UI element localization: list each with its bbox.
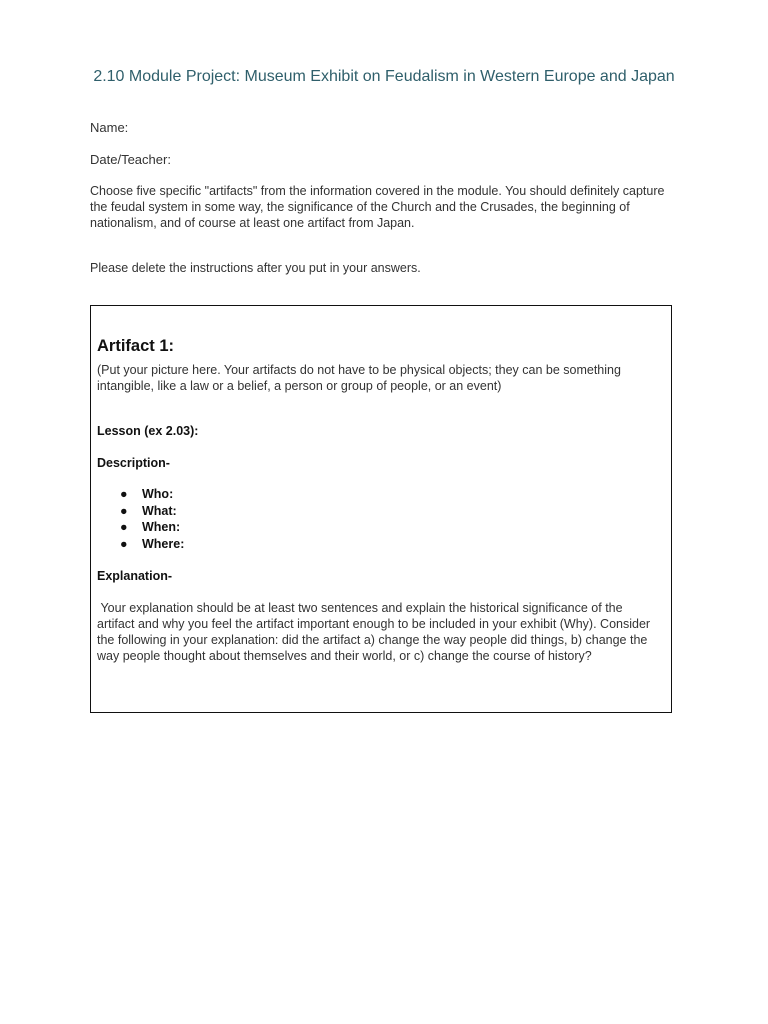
explanation-label: Explanation- [97, 569, 173, 583]
delete-instructions-note: Please delete the instructions after you put in your answers. [90, 261, 421, 275]
bullet-dot-icon: ● [120, 520, 128, 534]
document-title: 2.10 Module Project: Museum Exhibit on Feudalism in Western Europe and Japan [93, 68, 675, 85]
description-label: Description- [97, 456, 170, 470]
description-bullet-list [97, 486, 184, 552]
bullet-dot-icon: ● [120, 503, 128, 518]
bullet-where: ● Where: [120, 536, 185, 551]
picture-placeholder-note: (Put your picture here. Your artifacts do not have to be physical objects; they can be something intangible, like a law or a belief, a person or group of people, or an event) [97, 363, 621, 393]
date-teacher-label: Date/Teacher: [90, 152, 171, 167]
artifact-box [90, 305, 672, 713]
lesson-label: Lesson (ex 2.03): [97, 424, 199, 438]
instructions-paragraph: Choose five specific "artifacts" from the information covered in the module. You should definitely capture the feudal system in some way, the significance of the Church and the Crusades, the beginning of nationalism, and of course at least one artifact from Japan. [90, 184, 665, 230]
bullet-who: ● Who: [120, 487, 174, 501]
explanation-text: Your explanation should be at least two sentences and explain the historical significance of the artifact and why you feel the artifact important enough to be included in your exhibit (Why). Consider the following in your explanation: did the artifact a) change the way people did things, b) change the way people thought about themselves and their world, or c) change the course of history? [97, 601, 654, 663]
bullet-what: ● What: [120, 503, 177, 518]
bullet-dot-icon: ● [120, 536, 128, 551]
artifact-heading: Artifact 1: [97, 337, 175, 355]
name-label: Name: [90, 120, 129, 135]
bullet-when: ● When: [120, 520, 181, 534]
bullet-dot-icon: ● [120, 487, 128, 501]
